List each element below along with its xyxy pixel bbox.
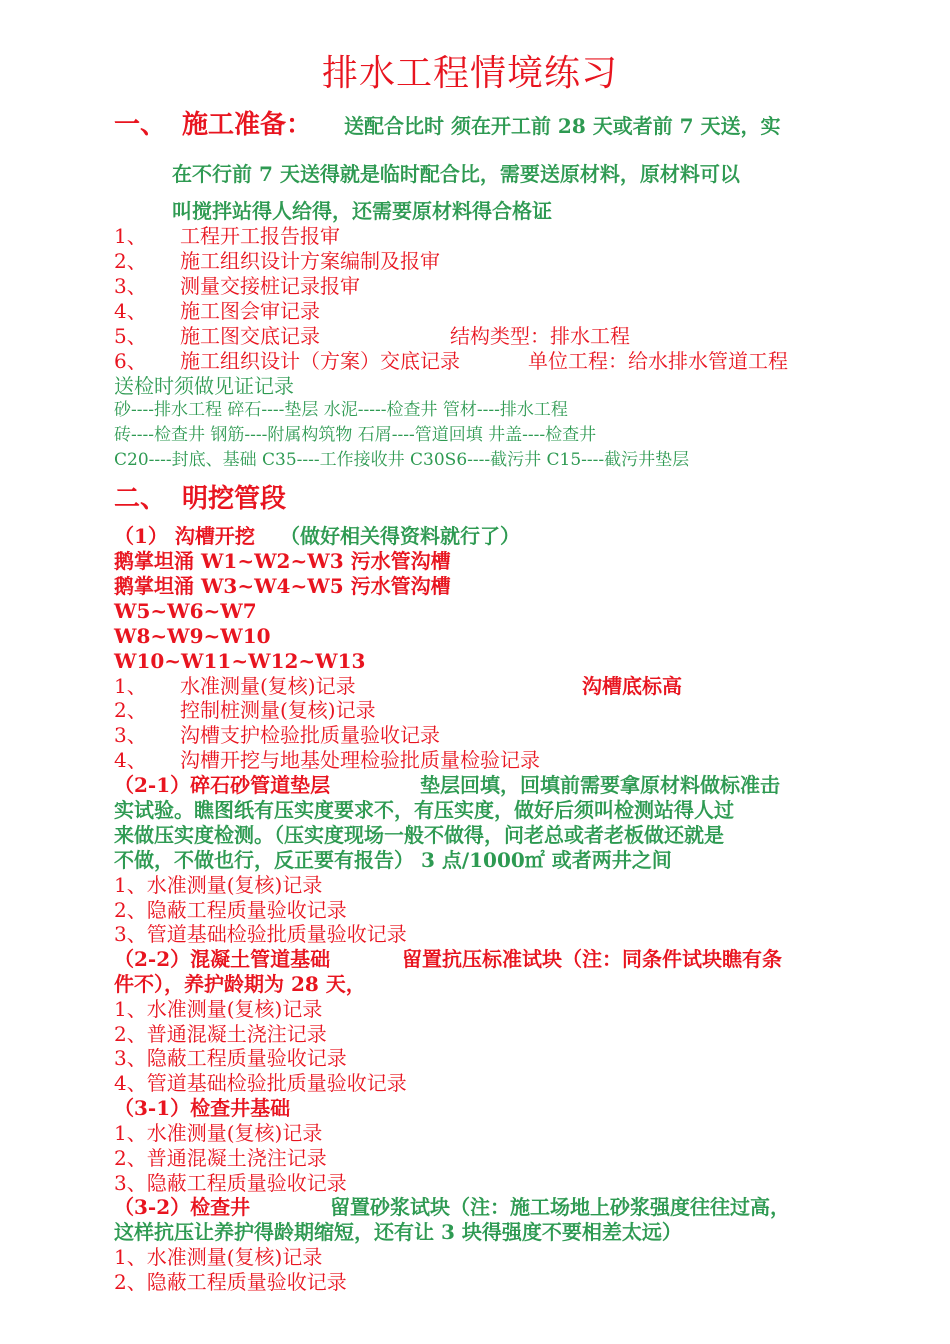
section-1-note-line3: 叫搅拌站得人给得，还需要原材料得合格证	[172, 199, 552, 223]
subsection-3-2-title: （3-2）检查井	[114, 1195, 251, 1219]
subsection-3-1-title: （3-1）检查井基础	[114, 1096, 291, 1120]
subsection-2-1-line4: 不做，不做也行，反正要有报告） 3 点/1000㎡ 或者两井之间	[114, 848, 672, 872]
page-title: 排水工程情境练习	[322, 53, 619, 94]
trench-line-1: 鹅掌坦涌 W1~W2~W3 污水管沟槽	[114, 549, 451, 573]
list-item: 4、 沟槽开挖与地基处理检验批质量检验记录	[114, 748, 540, 772]
list-item: 3、 沟槽支护检验批质量验收记录	[114, 723, 440, 747]
list-item: 5、 施工图交底记录	[114, 324, 320, 348]
subsection-2-2-line2: 件不），养护龄期为 28 天，	[114, 972, 366, 996]
subsection-2-2-line1: 留置抗压标准试块（注：同条件试块瞧有条	[402, 947, 782, 971]
subsection-2-2-title: （2-2）混凝土管道基础	[114, 947, 331, 971]
subsection-2-1-line3: 来做压实度检测。（压实度现场一般不做得，问老总或者老板做还就是	[114, 823, 724, 847]
list-item: 1、 水准测量(复核)记录	[114, 674, 356, 698]
list-item: 2、 控制桩测量(复核)记录	[114, 698, 376, 722]
list-item: 1、水准测量(复核)记录	[114, 873, 323, 897]
trench-line-2: 鹅掌坦涌 W3~W4~W5 污水管沟槽	[114, 574, 451, 598]
list-item: 3、管道基础检验批质量验收记录	[114, 922, 407, 946]
section-1-number: 一、	[114, 110, 167, 140]
list-item: 2、普通混凝土浇注记录	[114, 1022, 327, 1046]
list-item: 2、 施工组织设计方案编制及报审	[114, 249, 440, 273]
list-item: 3、 测量交接桩记录报审	[114, 274, 360, 298]
trench-line-5: W10~W11~W12~W13	[114, 649, 366, 673]
section-1-note-line2: 在不行前 7 天送得就是临时配合比，需要送原材料，原材料可以	[172, 162, 740, 186]
material-line-2: 砖----检查井 钢筋----附属构筑物 石屑----管道回填 井盖----检查井	[114, 425, 597, 445]
subsection-2-1-line1: 垫层回填，回填前需要拿原材料做标准击	[420, 773, 780, 797]
list-item: 3、隐蔽工程质量验收记录	[114, 1046, 347, 1070]
structure-type: 结构类型：排水工程	[450, 324, 630, 348]
list-item: 4、管道基础检验批质量验收记录	[114, 1071, 407, 1095]
list-item: 4、 施工图会审记录	[114, 299, 320, 323]
section-2-heading: 明挖管段	[182, 484, 287, 514]
list-item: 6、 施工组织设计（方案）交底记录	[114, 349, 460, 373]
list-item: 1、水准测量(复核)记录	[114, 1121, 323, 1145]
trench-bottom-elevation: 沟槽底标高	[582, 674, 682, 698]
trench-line-4: W8~W9~W10	[114, 624, 271, 648]
list-item: 1、 工程开工报告报审	[114, 224, 340, 248]
subsection-1-title: （1） 沟槽开挖	[114, 524, 255, 548]
list-item: 3、隐蔽工程质量验收记录	[114, 1171, 347, 1195]
section-2-number: 二、	[114, 484, 167, 514]
trench-line-3: W5~W6~W7	[114, 599, 257, 623]
unit-project: 单位工程：给水排水管道工程	[528, 349, 788, 373]
subsection-3-2-line1: 留置砂浆试块（注：施工场地上砂浆强度往往过高，	[330, 1195, 790, 1219]
witness-note: 送检时须做见证记录	[114, 374, 294, 398]
section-1-heading: 施工准备：	[182, 110, 313, 140]
list-item: 2、隐蔽工程质量验收记录	[114, 1270, 347, 1294]
list-item: 2、隐蔽工程质量验收记录	[114, 898, 347, 922]
material-line-1: 砂----排水工程 碎石----垫层 水泥-----检查井 管材----排水工程	[114, 400, 568, 420]
list-item: 2、普通混凝土浇注记录	[114, 1146, 327, 1170]
list-item: 1、水准测量(复核)记录	[114, 997, 323, 1021]
material-line-3: C20----封底、基础 C35----工作接收井 C30S6----截污井 C15----截污井垫层	[114, 450, 690, 470]
subsection-1-note: （做好相关得资料就行了）	[280, 524, 520, 548]
subsection-3-2-line2: 这样抗压让养护得龄期缩短，还有让 3 块得强度不要相差太远）	[114, 1220, 682, 1244]
subsection-2-1-line2: 实试验。瞧图纸有压实度要求不，有压实度，做好后须叫检测站得人过	[114, 798, 734, 822]
list-item: 1、水准测量(复核)记录	[114, 1245, 323, 1269]
subsection-2-1-title: （2-1）碎石砂管道垫层	[114, 773, 331, 797]
section-1-note-line1: 送配合比时 须在开工前 28 天或者前 7 天送，实	[344, 114, 781, 138]
